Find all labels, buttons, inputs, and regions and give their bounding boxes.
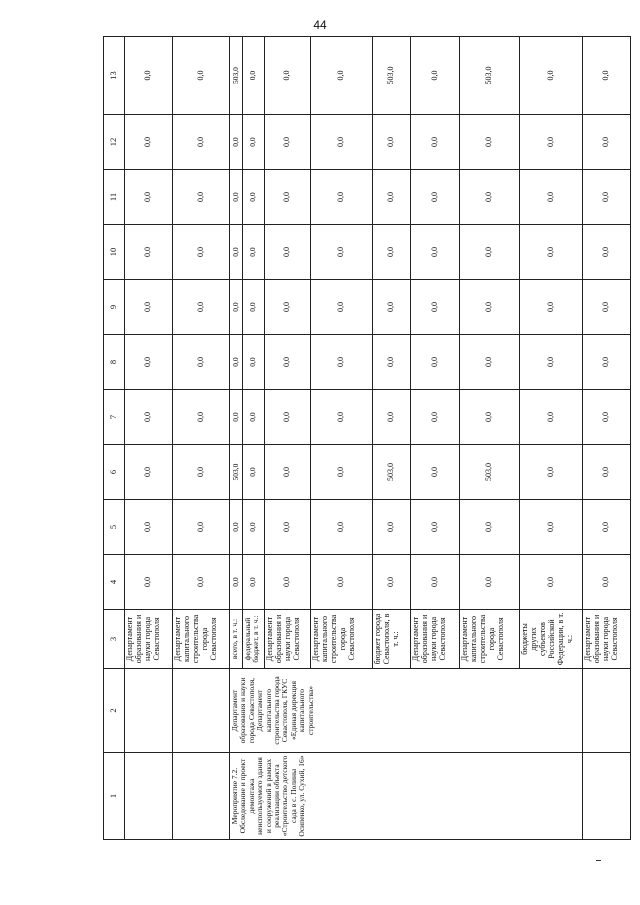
value-cell: 0,0 bbox=[173, 225, 230, 280]
value-cell: 0,0 bbox=[583, 37, 631, 115]
header-cell: 5 bbox=[104, 500, 125, 555]
funding-source-cell: всего, в т. ч.: bbox=[230, 610, 243, 669]
empty-cell bbox=[173, 753, 230, 840]
value-cell: 0,0 bbox=[125, 280, 173, 335]
header-cell: 2 bbox=[104, 669, 125, 753]
value-cell: 0,0 bbox=[230, 390, 243, 445]
value-cell: 0,0 bbox=[173, 500, 230, 555]
value-cell: 0,0 bbox=[411, 225, 460, 280]
value-cell: 0,0 bbox=[373, 225, 411, 280]
header-row bbox=[104, 37, 125, 840]
value-cell: 0,0 bbox=[173, 445, 230, 500]
value-cell: 0,0 bbox=[125, 37, 173, 115]
value-cell: 0,0 bbox=[243, 115, 265, 170]
value-cell: 0,0 bbox=[265, 445, 311, 500]
value-cell: 0,0 bbox=[583, 170, 631, 225]
value-cell: 0,0 bbox=[173, 335, 230, 390]
value-cell: 0,0 bbox=[583, 335, 631, 390]
value-cell: 0,0 bbox=[125, 445, 173, 500]
header-cell: 3 bbox=[104, 610, 125, 669]
value-cell: 503,0 bbox=[230, 37, 243, 115]
header-cell: 10 bbox=[104, 225, 125, 280]
funding-source-cell: Департамент образования и науки города Севастополя bbox=[125, 610, 173, 669]
value-cell: 0,0 bbox=[230, 335, 243, 390]
value-cell: 0,0 bbox=[520, 170, 583, 225]
value-cell: 0,0 bbox=[265, 500, 311, 555]
header-cell: 12 bbox=[104, 115, 125, 170]
funding-source-cell: Департамент образования и науки города Севастополя bbox=[583, 610, 631, 669]
value-cell: 0,0 bbox=[265, 390, 311, 445]
value-cell: 0,0 bbox=[311, 37, 373, 115]
value-cell: 0,0 bbox=[411, 500, 460, 555]
value-cell: 503,0 bbox=[230, 445, 243, 500]
value-cell: 0,0 bbox=[460, 335, 520, 390]
value-cell: 0,0 bbox=[520, 335, 583, 390]
value-cell: 0,0 bbox=[583, 555, 631, 610]
value-cell: 0,0 bbox=[230, 500, 243, 555]
value-cell: 0,0 bbox=[460, 225, 520, 280]
value-cell: 0,0 bbox=[520, 555, 583, 610]
funding-source-cell: бюджет города Севастополя, в т. ч.: bbox=[373, 610, 411, 669]
value-cell: 0,0 bbox=[125, 115, 173, 170]
value-cell: 0,0 bbox=[125, 170, 173, 225]
budget-table bbox=[103, 36, 631, 840]
value-cell: 0,0 bbox=[173, 555, 230, 610]
value-cell: 0,0 bbox=[173, 280, 230, 335]
value-cell: 0,0 bbox=[230, 225, 243, 280]
value-cell: 0,0 bbox=[311, 445, 373, 500]
value-cell: 0,0 bbox=[265, 170, 311, 225]
value-cell: 0,0 bbox=[243, 500, 265, 555]
value-cell: 0,0 bbox=[460, 170, 520, 225]
empty-cell bbox=[125, 669, 173, 753]
value-cell: 0,0 bbox=[265, 37, 311, 115]
value-cell: 0,0 bbox=[583, 390, 631, 445]
value-cell: 0,0 bbox=[125, 390, 173, 445]
value-cell: 0,0 bbox=[373, 280, 411, 335]
funding-source-cell: бюджеты других субъектов Российской Федерации, в т. ч.: bbox=[520, 610, 583, 669]
value-cell: 0,0 bbox=[460, 115, 520, 170]
value-cell: 0,0 bbox=[583, 115, 631, 170]
value-cell: 0,0 bbox=[243, 225, 265, 280]
value-cell: 0,0 bbox=[411, 280, 460, 335]
empty-cell bbox=[583, 753, 631, 840]
value-cell: 0,0 bbox=[173, 170, 230, 225]
value-cell: 0,0 bbox=[311, 335, 373, 390]
value-cell: 0,0 bbox=[311, 390, 373, 445]
value-cell: 0,0 bbox=[265, 335, 311, 390]
header-cell: 4 bbox=[104, 555, 125, 610]
table-row bbox=[230, 37, 243, 840]
header-cell: 7 bbox=[104, 390, 125, 445]
funding-source-cell: Департамент капитального строительства города Севастополя bbox=[460, 610, 520, 669]
table-row bbox=[173, 37, 230, 840]
header-cell: 1 bbox=[104, 753, 125, 840]
value-cell: 0,0 bbox=[583, 225, 631, 280]
value-cell: 0,0 bbox=[311, 170, 373, 225]
value-cell: 0,0 bbox=[520, 445, 583, 500]
value-cell: 503,0 bbox=[373, 37, 411, 115]
funding-source-cell: Департамент капитального строительства города Севастополя bbox=[311, 610, 373, 669]
value-cell: 0,0 bbox=[125, 555, 173, 610]
header-cell: 8 bbox=[104, 335, 125, 390]
value-cell: 503,0 bbox=[373, 445, 411, 500]
value-cell: 0,0 bbox=[520, 280, 583, 335]
value-cell: 0,0 bbox=[373, 500, 411, 555]
value-cell: 0,0 bbox=[520, 115, 583, 170]
value-cell: 0,0 bbox=[243, 445, 265, 500]
funding-source-cell: Департамент капитального строительства города Севастополя bbox=[173, 610, 230, 669]
value-cell: 0,0 bbox=[173, 37, 230, 115]
value-cell: 0,0 bbox=[173, 390, 230, 445]
table-wrapper bbox=[103, 37, 619, 840]
value-cell: 0,0 bbox=[311, 555, 373, 610]
value-cell: 0,0 bbox=[125, 500, 173, 555]
value-cell: 0,0 bbox=[311, 500, 373, 555]
value-cell: 0,0 bbox=[520, 37, 583, 115]
value-cell: 0,0 bbox=[460, 555, 520, 610]
value-cell: 0,0 bbox=[411, 37, 460, 115]
value-cell: 0,0 bbox=[243, 170, 265, 225]
value-cell: 0,0 bbox=[460, 390, 520, 445]
funding-source-cell: Департамент образования и науки города Севастополя bbox=[265, 610, 311, 669]
value-cell: 0,0 bbox=[373, 335, 411, 390]
value-cell: 0,0 bbox=[411, 115, 460, 170]
value-cell: 0,0 bbox=[583, 500, 631, 555]
value-cell: 0,0 bbox=[311, 115, 373, 170]
page-number: 44 bbox=[313, 18, 327, 32]
value-cell: 0,0 bbox=[230, 115, 243, 170]
value-cell: 0,0 bbox=[265, 225, 311, 280]
value-cell: 503,0 bbox=[460, 37, 520, 115]
value-cell: 0,0 bbox=[243, 37, 265, 115]
executors-cell: Департамент образования и науки города Севастополя, Департамент капитального строительства города Севастополя, ГКУС «Единая дирекция капитального строительства» bbox=[230, 669, 583, 753]
value-cell: 0,0 bbox=[583, 280, 631, 335]
footer-mark bbox=[596, 860, 601, 861]
header-cell: 13 bbox=[104, 37, 125, 115]
value-cell: 0,0 bbox=[411, 335, 460, 390]
value-cell: 0,0 bbox=[243, 280, 265, 335]
value-cell: 0,0 bbox=[583, 445, 631, 500]
value-cell: 0,0 bbox=[265, 280, 311, 335]
value-cell: 0,0 bbox=[411, 445, 460, 500]
rotated-table-container bbox=[103, 37, 619, 840]
empty-cell bbox=[173, 669, 230, 753]
value-cell: 0,0 bbox=[125, 225, 173, 280]
value-cell: 0,0 bbox=[520, 225, 583, 280]
value-cell: 0,0 bbox=[311, 280, 373, 335]
value-cell: 0,0 bbox=[460, 280, 520, 335]
value-cell: 0,0 bbox=[520, 500, 583, 555]
value-cell: 0,0 bbox=[230, 280, 243, 335]
value-cell: 0,0 bbox=[373, 170, 411, 225]
table-row bbox=[583, 37, 631, 840]
empty-cell bbox=[583, 669, 631, 753]
funding-source-cell: федеральный бюджет, в т. ч.: bbox=[243, 610, 265, 669]
value-cell: 0,0 bbox=[373, 390, 411, 445]
value-cell: 0,0 bbox=[243, 335, 265, 390]
value-cell: 0,0 bbox=[411, 390, 460, 445]
value-cell: 0,0 bbox=[173, 115, 230, 170]
value-cell: 0,0 bbox=[373, 115, 411, 170]
value-cell: 0,0 bbox=[230, 555, 243, 610]
value-cell: 0,0 bbox=[520, 390, 583, 445]
value-cell: 0,0 bbox=[411, 170, 460, 225]
value-cell: 503,0 bbox=[460, 445, 520, 500]
header-cell: 6 bbox=[104, 445, 125, 500]
table-row bbox=[125, 37, 173, 840]
value-cell: 0,0 bbox=[243, 390, 265, 445]
value-cell: 0,0 bbox=[125, 335, 173, 390]
measure-name-cell: Мероприятие 7.2. Обследование и проект демонтажа неиспользуемого здания и сооружений в рамках реализации объекта «Строительство детского сада в с. Полины Осипенко, ул. Сухий, 16» bbox=[230, 753, 583, 840]
value-cell: 0,0 bbox=[373, 555, 411, 610]
value-cell: 0,0 bbox=[243, 555, 265, 610]
value-cell: 0,0 bbox=[265, 115, 311, 170]
funding-source-cell: Департамент образования и науки города Севастополя bbox=[411, 610, 460, 669]
value-cell: 0,0 bbox=[265, 555, 311, 610]
header-cell: 9 bbox=[104, 280, 125, 335]
empty-cell bbox=[125, 753, 173, 840]
value-cell: 0,0 bbox=[230, 170, 243, 225]
value-cell: 0,0 bbox=[460, 500, 520, 555]
header-cell: 11 bbox=[104, 170, 125, 225]
value-cell: 0,0 bbox=[311, 225, 373, 280]
value-cell: 0,0 bbox=[411, 555, 460, 610]
